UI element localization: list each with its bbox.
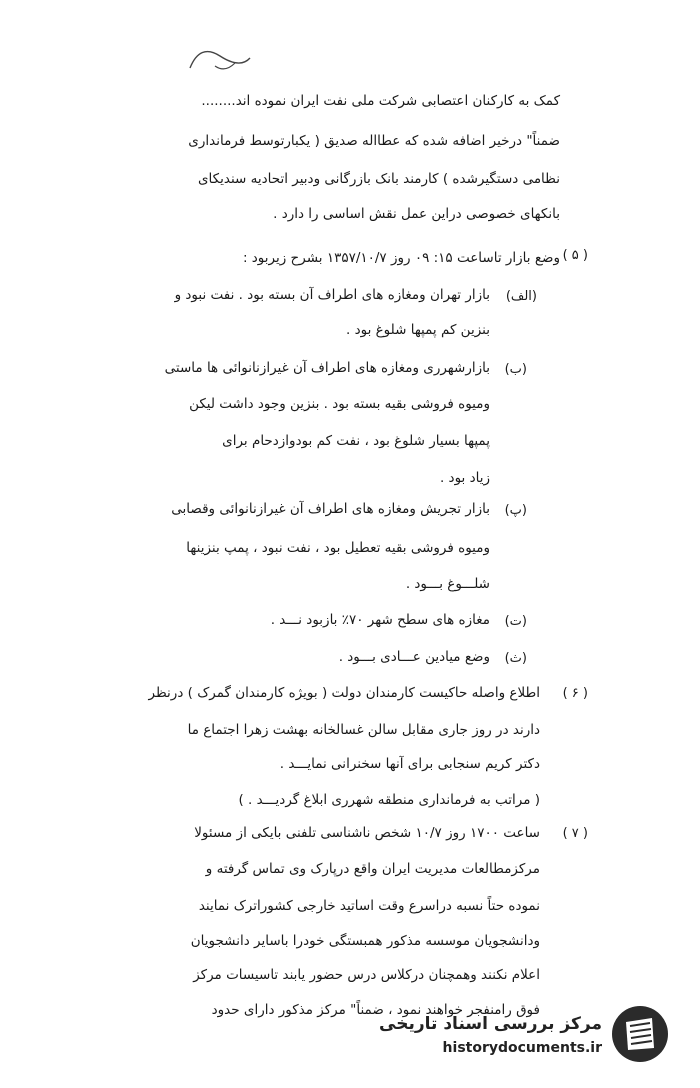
text-line: فوق رامنفجر خواهند نمود ، ضمناً" مرکز مذکور دارای حدود: [211, 1002, 540, 1018]
text-line: نظامی دستگیرشده ) کارمند بانک بازرگانی ودبیر اتحادیه سندیکای: [197, 171, 560, 187]
text-line: ومیوه فروشی بقیه بسته بود . بنزین وجود داشت لیکن: [189, 396, 490, 412]
text-line: بازار تهران ومغازه های اطراف آن بسته بود . نفت نبود و: [174, 287, 490, 303]
text-line: ضمناً" درخیر اضافه شده که عطااله صدیق ( یکبارتوسط فرمانداری: [188, 133, 560, 149]
text-line: بانکهای خصوصی دراین عمل نقش اساسی را دارد .: [273, 206, 560, 222]
handwritten-mark: [180, 38, 270, 78]
text-line: بازارشهرری ومغازه های اطراف آن غیرازنانوائی ها ماستی: [164, 360, 490, 376]
text-line: وضع میادین عـــادی بـــود .: [338, 649, 490, 665]
text-line: اطلاع واصله حاکیست کارمندان دولت ( بویژه کارمندان گمرک ) درنظر: [148, 685, 540, 701]
text-line: پمپها بسیار شلوغ بود ، نفت کم بودوازدحام برای: [222, 433, 490, 449]
sub-item-label: (ث): [504, 651, 527, 666]
sub-item-label: (ت): [504, 614, 527, 629]
sub-item-label: (الف): [505, 289, 537, 304]
item-number: ( ۵ ): [562, 248, 588, 263]
text-line: شلـــوغ بـــود .: [405, 576, 490, 592]
text-line: زیاد بود .: [439, 470, 490, 486]
text-line: اعلام نکنند وهمچنان درکلاس درس حضور یابند تاسیسات مرکز: [193, 967, 540, 983]
sub-item-label: (پ): [504, 503, 527, 518]
text-line: بازار تجریش ومغازه های اطراف آن غیرازنانوائی وقصابی: [171, 501, 490, 517]
archive-logo-icon: [610, 1004, 670, 1064]
text-line: بنزین کم پمپها شلوغ بود .: [346, 322, 490, 338]
item-number: ( ۷ ): [562, 826, 588, 841]
text-line: کمک به کارکنان اعتصابی شرکت ملی نفت ایران نموده اند........: [201, 93, 560, 109]
text-line: وضع بازار تاساعت ۱۵: ۰۹ روز ۱۳۵۷/۱۰/۷ بشرح زیربود :: [242, 250, 560, 266]
text-line: نموده حتاً نسبه دراسرع وقت اساتید خارجی کشوراترک نمایند: [198, 898, 540, 914]
text-line: دارند در روز جاری مقابل سالن غسالخانه بهشت زهرا اجتماع ما: [187, 722, 540, 738]
text-line: ( مراتب به فرمانداری منطقه شهرری ابلاغ گردیـــد . ): [238, 792, 540, 808]
text-line: مرکزمطالعات مدیریت ایران واقع درپارک وی تماس گرفته و: [205, 861, 540, 877]
text-line: ودانشجویان موسسه مذکور همبستگی خودرا باسایر دانشجویان: [190, 933, 540, 949]
watermark-title: مرکز بررسی اسناد تاریخی: [379, 1014, 602, 1034]
text-line: دکتر کریم سنجابی برای آنها سخنرانی نمایـــد .: [279, 756, 540, 772]
item-number: ( ۶ ): [562, 686, 588, 701]
text-line: ساعت ۱۷۰۰ روز ۱۰/۷ شخص ناشناسی تلفنی بایکی از مسئولا: [194, 825, 540, 841]
watermark: [379, 1000, 670, 1070]
text-line: ومیوه فروشی بقیه تعطیل بود ، نفت نبود ، پمپ بنزینها: [186, 540, 490, 556]
sub-item-label: (ب): [504, 362, 527, 377]
watermark-url[interactable]: historydocuments.ir: [442, 1040, 602, 1056]
text-line: مغازه های سطح شهر ۷۰٪ بازبود نـــد .: [270, 612, 490, 628]
